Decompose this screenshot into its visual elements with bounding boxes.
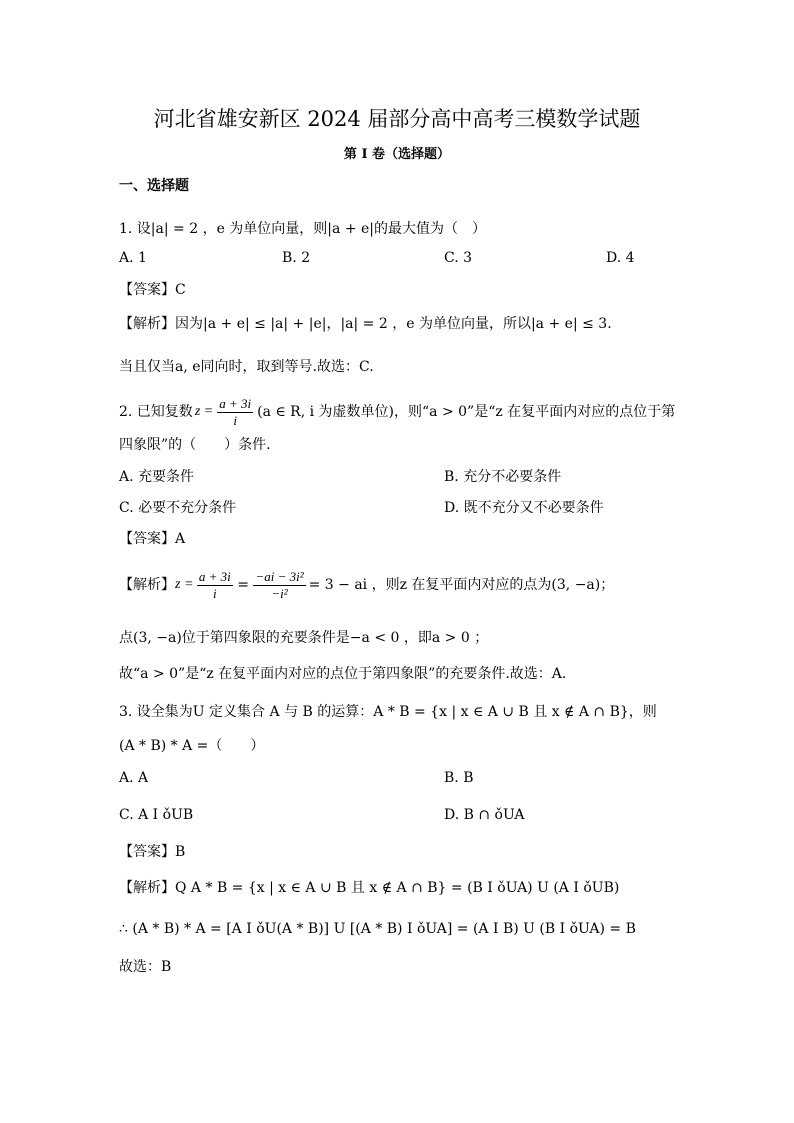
q2-option-a: A. 充要条件 bbox=[119, 469, 195, 485]
q3-option-b: B. B bbox=[444, 770, 474, 786]
q2-analysis-line3: 故“a > 0”是“z 在复平面内对应的点位于第四象限”的充要条件.故选：A. bbox=[119, 666, 567, 682]
q2-z-eq: z = bbox=[194, 404, 214, 419]
q2-stem-suffix: (a ∈ R, i 为虚数单位)，则“a > 0”是“z 在复平面内对应的点位于第 bbox=[257, 404, 676, 420]
q3-answer: 【答案】B bbox=[119, 844, 186, 860]
q1-option-d: D. 4 bbox=[606, 250, 635, 266]
q2-answer: 【答案】A bbox=[119, 531, 186, 547]
q2-analysis-fraction-1 bbox=[197, 569, 233, 602]
q2-analysis-fraction-2-denominator: −i² bbox=[271, 585, 288, 601]
q3-stem: 3. 设全集为U 定义集合 A 与 B 的运算：A * B = {x | x ∈ A ∪ B 且 x ∉ A ∩ B}，则 bbox=[119, 704, 657, 720]
page-subtitle: 第 I 卷（选择题） bbox=[343, 147, 451, 162]
q2-analysis-suffix: = 3 − ai ，则z 在复平面内对应的点为(3, −a)； bbox=[308, 577, 615, 593]
q2-analysis-z: z = bbox=[175, 577, 197, 592]
q1-answer: 【答案】C bbox=[119, 282, 186, 298]
q3-option-c: C. A I ǒUB bbox=[119, 807, 194, 823]
q1-analysis-line2: 当且仅当a, e同向时，取到等号.故选：C. bbox=[119, 359, 374, 375]
q1-stem: 1. 设|a| = 2 ，e 为单位向量，则|a + e|的最大值为（ ） bbox=[119, 221, 487, 237]
q2-analysis-fraction-2 bbox=[253, 569, 305, 602]
q2-stem-prefix: 2. 已知复数 bbox=[119, 404, 193, 420]
q3-stem-line2: (A * B) * A =（ ） bbox=[119, 738, 265, 754]
q2-option-c: C. 必要不充分条件 bbox=[119, 500, 237, 516]
page-title: 河北省雄安新区 2024 届部分高中高考三模数学试题 bbox=[153, 107, 641, 131]
q2-analysis-fraction-1-denominator: i bbox=[213, 585, 217, 601]
q3-analysis-line2: ∴ (A * B) * A = [A I ǒU(A * B)] U [(A * B) I ǒUA] = (A I B) U (B I ǒUA) = B bbox=[119, 921, 636, 937]
q1-option-c: C. 3 bbox=[444, 250, 473, 266]
q2-analysis-fraction-2-numerator: −ai − 3i² bbox=[255, 568, 304, 584]
q2-analysis-prefix: 【解析】 bbox=[119, 577, 175, 593]
q1-option-a: A. 1 bbox=[119, 250, 147, 266]
q2-analysis-line2: 点(3, −a)位于第四象限的充要条件是−a < 0 ，即a > 0 ； bbox=[119, 630, 489, 646]
q2-fraction bbox=[217, 396, 253, 429]
q2-fraction-numerator: a + 3i bbox=[219, 395, 252, 411]
q3-option-a: A. A bbox=[119, 770, 149, 786]
q2-stem-line2: 四象限”的（ ）条件. bbox=[119, 437, 271, 453]
q2-stem bbox=[119, 394, 675, 430]
q1-analysis-line1: 【解析】因为|a + e| ≤ |a| + |e|，|a| = 2 ，e 为单位向量，所以|a + e| ≤ 3. bbox=[119, 316, 612, 332]
q1-option-b: B. 2 bbox=[282, 250, 311, 266]
q3-option-d: D. B ∩ ǒUA bbox=[444, 807, 525, 823]
q2-option-d: D. 既不充分又不必要条件 bbox=[444, 500, 604, 516]
q2-fraction-denominator: i bbox=[233, 412, 237, 428]
q3-analysis-line3: 故选：B bbox=[119, 959, 172, 975]
q2-analysis-fraction-1-numerator: a + 3i bbox=[198, 568, 231, 584]
q2-analysis-line1 bbox=[119, 566, 614, 604]
q2-option-b: B. 充分不必要条件 bbox=[444, 469, 562, 485]
q3-analysis-line1: 【解析】Q A * B = {x | x ∈ A ∪ B 且 x ∉ A ∩ B} = (B I ǒUA) U (A I ǒUB) bbox=[119, 880, 620, 896]
section-heading: 一、选择题 bbox=[119, 178, 189, 194]
q2-analysis-equals: = bbox=[232, 577, 254, 593]
